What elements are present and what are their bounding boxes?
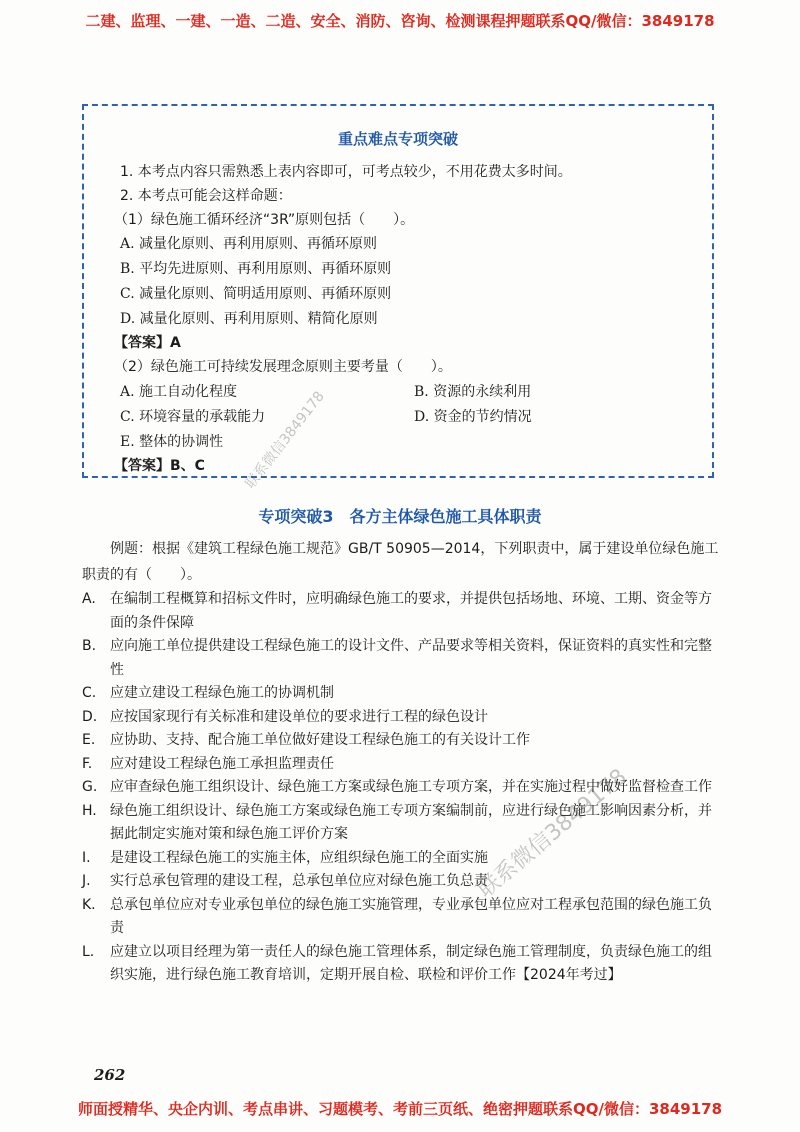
- item-label: F.: [82, 755, 93, 772]
- list-item: [82, 753, 722, 777]
- item-text: 应审查绿色施工组织设计、绿色施工方案或绿色施工专项方案，并在实施过程中做好监督检查工作: [110, 779, 712, 795]
- list-item: [82, 941, 722, 988]
- q1-answer: 【答案】A: [114, 335, 181, 351]
- section-title: 专项突破3 各方主体绿色施工具体职责: [258, 507, 542, 526]
- list-item: [82, 847, 722, 871]
- box-line-2: 2. 本考点可能会这样命题：: [120, 188, 292, 204]
- item-label: C.: [82, 685, 97, 701]
- list-item: [82, 729, 722, 753]
- q1-option-c: C. 减量化原则、简明适用原则、再循环原则: [120, 286, 392, 302]
- list-item: [82, 635, 722, 682]
- item-text: 是建设工程绿色施工的实施主体，应组织绿色施工的全面实施: [110, 849, 488, 866]
- q2-option-b: B. 资源的永续利用: [414, 384, 532, 400]
- bottom-banner: 师面授精华、央企内训、考点串讲、习题模考、考前三页纸、绝密押题联系QQ/微信：3849178: [77, 1100, 723, 1118]
- page-number: 262: [94, 1066, 126, 1084]
- q2-option-d: D. 资金的节约情况: [414, 409, 532, 425]
- q2-option-a: A. 施工自动化程度: [120, 384, 238, 400]
- q2-option-e: E. 整体的协调性: [120, 434, 224, 450]
- q2-option-c: C. 环境容量的承载能力: [120, 409, 266, 425]
- item-text: 应协助、支持、配合施工单位做好建设工程绿色施工的有关设计工作: [110, 732, 530, 748]
- item-label: G.: [82, 779, 98, 795]
- box-line-1: 1. 本考点内容只需熟悉上表内容即可，可考点较少，不用花费太多时间。: [120, 164, 572, 180]
- list-item: [82, 776, 722, 800]
- item-text: 绿色施工组织设计、绿色施工方案或绿色施工专项方案编制前，应进行绿色施工影响因素分析，并据此制定实施对策和绿色施工评价方案: [110, 802, 712, 842]
- item-label: B.: [82, 638, 97, 654]
- q2-answer: 【答案】B、C: [114, 458, 205, 474]
- example-question: 例题：根据《建筑工程绿色施工规范》GB/T 50905—2014，下列职责中，属于建设单位绿色施工职责的有（ ）。: [82, 541, 719, 583]
- box-title: 重点难点专项突破: [337, 130, 458, 148]
- watermark-right: 联系微信3849178: [473, 764, 632, 903]
- list-item: [82, 870, 722, 894]
- item-text: 应建立以项目经理为第一责任人的绿色施工管理体系，制定绿色施工管理制度，负责绿色施工的组织实施，进行绿色施工教育培训，定期开展自检、联检和评价工作【2024年考过】: [110, 943, 712, 983]
- list-item: [82, 800, 722, 847]
- list-item: [82, 682, 722, 706]
- key-points-box: [82, 104, 714, 478]
- question-2: （2）绿色施工可持续发展理念原则主要考量（ ）。: [114, 359, 452, 375]
- item-label: H.: [82, 802, 97, 819]
- item-text: 应对建设工程绿色施工承担监理责任: [110, 755, 334, 772]
- option-list: [82, 588, 722, 988]
- item-label: K.: [82, 896, 96, 913]
- item-text: 实行总承包管理的建设工程，总承包单位应对绿色施工负总责: [110, 873, 488, 889]
- item-label: A.: [82, 591, 96, 607]
- item-label: D.: [82, 708, 98, 725]
- item-label: I.: [82, 849, 91, 866]
- item-label: L.: [82, 943, 95, 960]
- question-1: （1）绿色施工循环经济“3R”原则包括（ ）。: [114, 212, 415, 228]
- list-item: [82, 706, 722, 730]
- item-text: 总承包单位应对专业承包单位的绿色施工实施管理，专业承包单位应对工程承包范围的绿色施工负责: [110, 896, 712, 936]
- q1-option-b: B. 平均先进原则、再利用原则、再循环原则: [120, 261, 392, 277]
- item-label: E.: [82, 732, 96, 748]
- item-text: 应建立建设工程绿色施工的协调机制: [110, 685, 334, 701]
- item-text: 应向施工单位提供建设工程绿色施工的设计文件、产品要求等相关资料，保证资料的真实性和完整性: [110, 638, 712, 678]
- item-text: 应按国家现行有关标准和建设单位的要求进行工程的绿色设计: [110, 708, 488, 725]
- watermark-left: 联系微信3849178: [242, 388, 328, 492]
- item-label: J.: [82, 873, 91, 889]
- q1-option-a: A. 减量化原则、再利用原则、再循环原则: [120, 236, 378, 252]
- list-item: [82, 894, 722, 941]
- list-item: [82, 588, 722, 635]
- top-banner: 二建、监理、一建、一造、二造、安全、消防、咨询、检测课程押题联系QQ/微信：3849178: [85, 12, 715, 30]
- item-text: 在编制工程概算和招标文件时，应明确绿色施工的要求，并提供包括场地、环境、工期、资金等方面的条件保障: [110, 591, 712, 631]
- q1-option-d: D. 减量化原则、再利用原则、精简化原则: [120, 311, 378, 327]
